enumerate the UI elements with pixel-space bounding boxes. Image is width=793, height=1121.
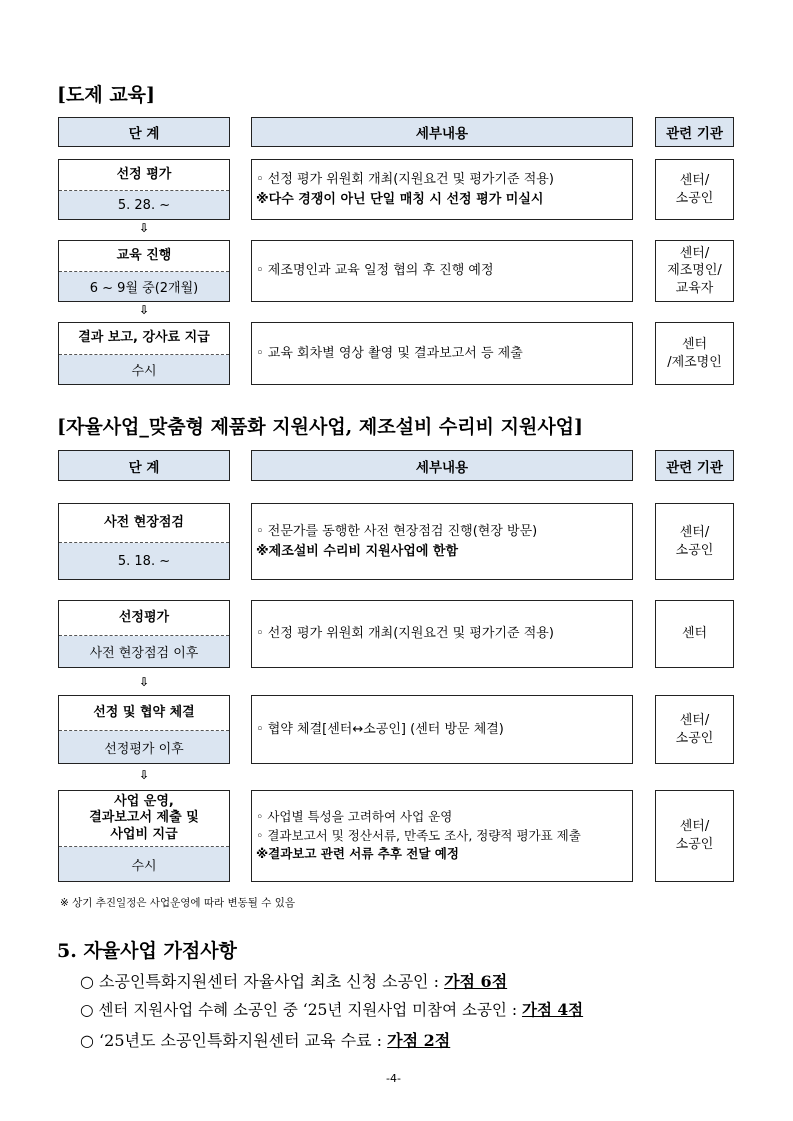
detail-box bbox=[251, 790, 633, 882]
bonus-item bbox=[80, 998, 583, 1020]
section-title-autonomous: [자율사업_맞춤형 제품화 지원사업, 제조설비 수리비 지원사업] bbox=[57, 416, 584, 438]
schedule-note: ※ 상기 추진일정은 사업운영에 따라 변동될 수 있음 bbox=[60, 897, 296, 909]
stage-name: 선정평가 bbox=[59, 601, 229, 636]
bonus-points: 가점 2점 bbox=[387, 1031, 451, 1050]
header-detail: 세부내용 bbox=[251, 117, 633, 147]
header-org: 관련 기관 bbox=[655, 450, 734, 481]
detail-box bbox=[251, 695, 633, 764]
org-box: 센터/ 소공인 bbox=[655, 503, 734, 580]
down-arrow-icon: ⇩ bbox=[138, 221, 150, 235]
detail-line: ◦ 제조명인과 교육 일정 협의 후 진행 예정 bbox=[256, 263, 494, 279]
detail-line: ◦ 교육 회차별 영상 촬영 및 결과보고서 등 제출 bbox=[256, 345, 523, 361]
stage-box bbox=[58, 695, 230, 764]
detail-line: ◦ 선정 평가 위원회 개최(지원요건 및 평가기준 적용) bbox=[256, 626, 554, 642]
header-org: 관련 기관 bbox=[655, 117, 734, 147]
detail-note: ※제조설비 수리비 지원사업에 한함 bbox=[256, 543, 459, 559]
stage-date: 5. 18. ~ bbox=[59, 543, 229, 579]
stage-date: 선정평가 이후 bbox=[59, 731, 229, 763]
bonus-points: 가점 6점 bbox=[444, 972, 508, 991]
detail-box bbox=[251, 322, 633, 385]
org-box: 센터/ 소공인 bbox=[655, 159, 734, 220]
stage-date: 수시 bbox=[59, 847, 229, 881]
bonus-item bbox=[80, 1028, 450, 1051]
detail-box bbox=[251, 159, 633, 220]
detail-line: ◦ 결과보고서 및 정산서류, 만족도 조사, 정량적 평가표 제출 bbox=[256, 827, 581, 843]
down-arrow-icon: ⇩ bbox=[138, 768, 150, 782]
stage-box bbox=[58, 159, 230, 220]
page-number: -4- bbox=[386, 1072, 401, 1085]
section-title-bonus: 5. 자율사업 가점사항 bbox=[57, 940, 237, 962]
stage-box bbox=[58, 503, 230, 580]
header-stage: 단 계 bbox=[58, 450, 230, 481]
bonus-text: ○ 소공인특화지원센터 자율사업 최초 신청 소공인 : bbox=[80, 972, 445, 991]
org-box: 센터/ 제조명인/ 교육자 bbox=[655, 240, 734, 302]
stage-name: 결과 보고, 강사료 지급 bbox=[59, 323, 229, 355]
down-arrow-icon: ⇩ bbox=[138, 303, 150, 317]
section-title-apprentice: [도제 교육] bbox=[57, 84, 156, 106]
detail-line: ◦ 선정 평가 위원회 개최(지원요건 및 평가기준 적용) bbox=[256, 172, 554, 187]
detail-line: ◦ 전문가를 동행한 사전 현장점검 진행(현장 방문) bbox=[256, 524, 538, 539]
org-box: 센터 bbox=[655, 600, 734, 668]
stage-box bbox=[58, 240, 230, 302]
detail-box bbox=[251, 240, 633, 302]
stage-name: 선정 및 협약 체결 bbox=[59, 696, 229, 731]
detail-box bbox=[251, 600, 633, 668]
detail-note: ※다수 경쟁이 아닌 단일 매칭 시 선정 평가 미실시 bbox=[256, 191, 544, 207]
stage-box bbox=[58, 790, 230, 882]
org-box: 센터/ 소공인 bbox=[655, 790, 734, 882]
stage-name: 사전 현장점검 bbox=[59, 504, 229, 543]
org-box: 센터/ 소공인 bbox=[655, 695, 734, 764]
bonus-points: 가점 4점 bbox=[521, 1000, 584, 1019]
detail-line: ◦ 사업별 특성을 고려하여 사업 운영 bbox=[256, 808, 453, 824]
bonus-text: ○ 센터 지원사업 수혜 소공인 중 ‘25년 지원사업 미참여 소공인 : bbox=[80, 1001, 522, 1019]
stage-name: 선정 평가 bbox=[59, 160, 229, 191]
down-arrow-icon: ⇩ bbox=[138, 675, 150, 689]
bonus-item bbox=[80, 969, 507, 992]
stage-box bbox=[58, 322, 230, 385]
detail-line: ◦ 협약 체결[센터↔소공인] (센터 방문 체결) bbox=[256, 721, 504, 737]
stage-name: 교육 진행 bbox=[59, 241, 229, 272]
stage-name: 사업 운영, 결과보고서 제출 및 사업비 지급 bbox=[59, 791, 229, 847]
detail-note: ※결과보고 관련 서류 추후 전달 예정 bbox=[256, 846, 459, 862]
stage-box bbox=[58, 600, 230, 668]
detail-box bbox=[251, 503, 633, 580]
org-box: 센터 /제조명인 bbox=[655, 322, 734, 385]
bonus-text: ○ ‘25년도 소공인특화지원센터 교육 수료 : bbox=[80, 1031, 388, 1050]
stage-date: 6 ~ 9월 중(2개월) bbox=[59, 272, 229, 301]
stage-date: 5. 28. ~ bbox=[59, 191, 229, 219]
header-detail: 세부내용 bbox=[251, 450, 633, 481]
header-stage: 단 계 bbox=[58, 117, 230, 147]
stage-date: 사전 현장점검 이후 bbox=[59, 636, 229, 667]
stage-date: 수시 bbox=[59, 355, 229, 384]
